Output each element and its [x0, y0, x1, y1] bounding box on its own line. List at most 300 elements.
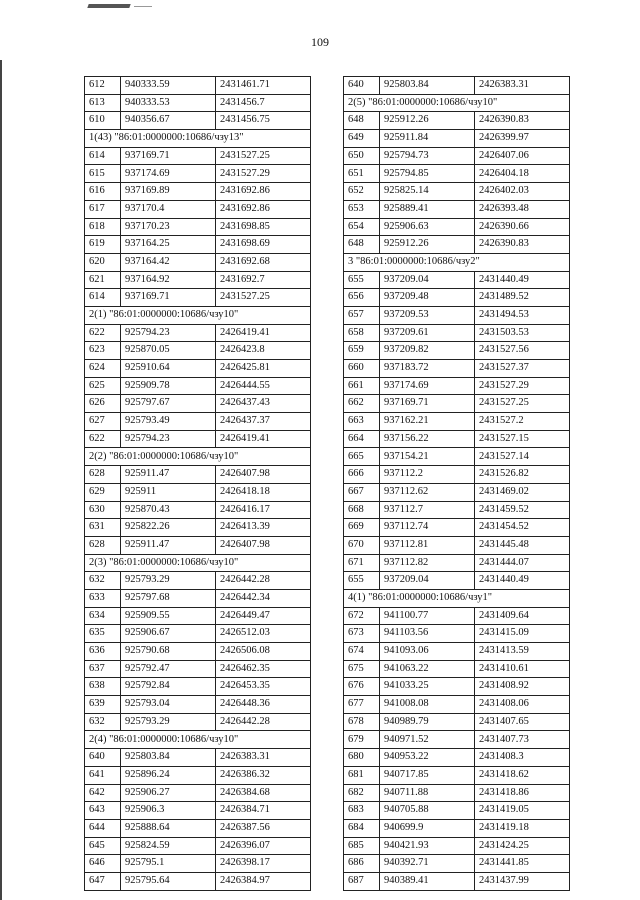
- y-coordinate: 2426383.31: [475, 77, 570, 95]
- section-title: 2(3) "86:01:0000000:10686/чзу10": [85, 554, 311, 572]
- point-number: 676: [344, 678, 380, 696]
- point-number: 664: [344, 430, 380, 448]
- x-coordinate: 925911.47: [121, 466, 216, 484]
- x-coordinate: 925792.84: [121, 678, 216, 696]
- y-coordinate: 2431418.86: [475, 784, 570, 802]
- point-number: 662: [344, 395, 380, 413]
- x-coordinate: 937169.71: [380, 395, 475, 413]
- y-coordinate: 2426386.32: [216, 766, 311, 784]
- y-coordinate: 2431409.64: [475, 607, 570, 625]
- table-row: [85, 94, 311, 112]
- y-coordinate: 2431469.02: [475, 483, 570, 501]
- y-coordinate: 2431527.25: [216, 289, 311, 307]
- y-coordinate: 2431692.86: [216, 183, 311, 201]
- point-number: 648: [344, 112, 380, 130]
- point-number: 626: [85, 395, 121, 413]
- point-number: 652: [344, 183, 380, 201]
- point-number: 612: [85, 77, 121, 95]
- point-number: 679: [344, 731, 380, 749]
- section-header-row: [344, 589, 570, 607]
- point-number: 657: [344, 306, 380, 324]
- y-coordinate: 2426387.56: [216, 819, 311, 837]
- point-number: 651: [344, 165, 380, 183]
- x-coordinate: 940711.88: [380, 784, 475, 802]
- point-number: 646: [85, 855, 121, 873]
- y-coordinate: 2426442.28: [216, 713, 311, 731]
- point-number: 621: [85, 271, 121, 289]
- table-row: [344, 802, 570, 820]
- table-row: [85, 837, 311, 855]
- x-coordinate: 941033.25: [380, 678, 475, 696]
- table-row: [85, 324, 311, 342]
- point-number: 681: [344, 766, 380, 784]
- x-coordinate: 925909.55: [121, 607, 216, 625]
- table-row: [344, 236, 570, 254]
- x-coordinate: 937112.7: [380, 501, 475, 519]
- y-coordinate: 2426393.48: [475, 200, 570, 218]
- point-number: 631: [85, 519, 121, 537]
- table-row: [344, 289, 570, 307]
- table-row: [344, 360, 570, 378]
- x-coordinate: 925909.78: [121, 377, 216, 395]
- table-row: [85, 607, 311, 625]
- point-number: 618: [85, 218, 121, 236]
- x-coordinate: 941100.77: [380, 607, 475, 625]
- table-row: [344, 200, 570, 218]
- table-row: [85, 271, 311, 289]
- y-coordinate: 2431413.59: [475, 643, 570, 661]
- y-coordinate: 2426444.55: [216, 377, 311, 395]
- table-row: [344, 395, 570, 413]
- x-coordinate: 925794.23: [121, 324, 216, 342]
- table-row: [344, 112, 570, 130]
- x-coordinate: 941103.56: [380, 625, 475, 643]
- x-coordinate: 940699.9: [380, 819, 475, 837]
- y-coordinate: 2426416.17: [216, 501, 311, 519]
- y-coordinate: 2426413.39: [216, 519, 311, 537]
- point-number: 613: [85, 94, 121, 112]
- y-coordinate: 2431440.49: [475, 271, 570, 289]
- x-coordinate: 941093.06: [380, 643, 475, 661]
- section-header-row: [344, 94, 570, 112]
- y-coordinate: 2431445.48: [475, 536, 570, 554]
- x-coordinate: 937112.2: [380, 466, 475, 484]
- table-row: [85, 377, 311, 395]
- y-coordinate: 2431408.3: [475, 749, 570, 767]
- y-coordinate: 2426442.28: [216, 572, 311, 590]
- point-number: 627: [85, 413, 121, 431]
- table-row: [85, 713, 311, 731]
- table-row: [344, 536, 570, 554]
- y-coordinate: 2431692.68: [216, 253, 311, 271]
- x-coordinate: 940705.88: [380, 802, 475, 820]
- point-number: 680: [344, 749, 380, 767]
- table-row: [85, 236, 311, 254]
- scan-artifact: [87, 4, 130, 8]
- table-row: [344, 77, 570, 95]
- y-coordinate: 2426423.8: [216, 342, 311, 360]
- y-coordinate: 2431415.09: [475, 625, 570, 643]
- page-number: 109: [311, 35, 329, 49]
- point-number: 616: [85, 183, 121, 201]
- y-coordinate: 2431698.85: [216, 218, 311, 236]
- y-coordinate: 2431407.65: [475, 713, 570, 731]
- x-coordinate: 937164.42: [121, 253, 216, 271]
- x-coordinate: 937112.82: [380, 554, 475, 572]
- point-number: 633: [85, 589, 121, 607]
- x-coordinate: 925824.59: [121, 837, 216, 855]
- table-row: [85, 784, 311, 802]
- table-row: [344, 696, 570, 714]
- section-title: 3 "86:01:0000000:10686/чзу2": [344, 253, 570, 271]
- point-number: 625: [85, 377, 121, 395]
- coordinates-table-right: [343, 76, 570, 891]
- y-coordinate: 2426402.03: [475, 183, 570, 201]
- table-row: [344, 819, 570, 837]
- point-number: 668: [344, 501, 380, 519]
- y-coordinate: 2431692.7: [216, 271, 311, 289]
- y-coordinate: 2431527.2: [475, 413, 570, 431]
- x-coordinate: 925870.43: [121, 501, 216, 519]
- table-row: [85, 289, 311, 307]
- table-row: [85, 112, 311, 130]
- y-coordinate: 2426384.97: [216, 872, 311, 890]
- section-header-row: [85, 554, 311, 572]
- section-header-row: [85, 130, 311, 148]
- point-number: 641: [85, 766, 121, 784]
- table-row: [85, 625, 311, 643]
- point-number: 648: [344, 236, 380, 254]
- point-number: 670: [344, 536, 380, 554]
- y-coordinate: 2426419.41: [216, 430, 311, 448]
- table-row: [85, 466, 311, 484]
- x-coordinate: 937183.72: [380, 360, 475, 378]
- x-coordinate: 925794.73: [380, 147, 475, 165]
- y-coordinate: 2431441.85: [475, 855, 570, 873]
- point-number: 630: [85, 501, 121, 519]
- point-number: 629: [85, 483, 121, 501]
- y-coordinate: 2426418.18: [216, 483, 311, 501]
- y-coordinate: 2431527.29: [216, 165, 311, 183]
- table-row: [85, 501, 311, 519]
- y-coordinate: 2431408.92: [475, 678, 570, 696]
- x-coordinate: 925797.67: [121, 395, 216, 413]
- y-coordinate: 2431494.53: [475, 306, 570, 324]
- point-number: 617: [85, 200, 121, 218]
- x-coordinate: 925912.26: [380, 112, 475, 130]
- x-coordinate: 940971.52: [380, 731, 475, 749]
- table-row: [344, 731, 570, 749]
- point-number: 672: [344, 607, 380, 625]
- x-coordinate: 925795.64: [121, 872, 216, 890]
- x-coordinate: 925803.84: [121, 749, 216, 767]
- y-coordinate: 2426437.43: [216, 395, 311, 413]
- point-number: 647: [85, 872, 121, 890]
- x-coordinate: 937209.61: [380, 324, 475, 342]
- table-row: [344, 448, 570, 466]
- point-number: 614: [85, 289, 121, 307]
- x-coordinate: 940717.85: [380, 766, 475, 784]
- table-row: [85, 360, 311, 378]
- table-row: [85, 536, 311, 554]
- x-coordinate: 925911: [121, 483, 216, 501]
- x-coordinate: 937169.71: [121, 147, 216, 165]
- point-number: 615: [85, 165, 121, 183]
- y-coordinate: 2431503.53: [475, 324, 570, 342]
- point-number: 678: [344, 713, 380, 731]
- table-row: [85, 802, 311, 820]
- x-coordinate: 937174.69: [121, 165, 216, 183]
- x-coordinate: 937154.21: [380, 448, 475, 466]
- y-coordinate: 2426390.83: [475, 112, 570, 130]
- y-coordinate: 2426437.37: [216, 413, 311, 431]
- x-coordinate: 941063.22: [380, 660, 475, 678]
- y-coordinate: 2431456.7: [216, 94, 311, 112]
- point-number: 667: [344, 483, 380, 501]
- table-row: [344, 183, 570, 201]
- point-number: 623: [85, 342, 121, 360]
- point-number: 683: [344, 802, 380, 820]
- x-coordinate: 925793.29: [121, 572, 216, 590]
- point-number: 610: [85, 112, 121, 130]
- table-row: [344, 413, 570, 431]
- y-coordinate: 2431527.37: [475, 360, 570, 378]
- table-row: [344, 660, 570, 678]
- x-coordinate: 937156.22: [380, 430, 475, 448]
- point-number: 654: [344, 218, 380, 236]
- table-row: [85, 200, 311, 218]
- table-row: [344, 519, 570, 537]
- table-row: [85, 253, 311, 271]
- y-coordinate: 2431527.15: [475, 430, 570, 448]
- y-coordinate: 2431408.06: [475, 696, 570, 714]
- table-row: [344, 554, 570, 572]
- point-number: 682: [344, 784, 380, 802]
- y-coordinate: 2431407.73: [475, 731, 570, 749]
- section-title: 2(1) "86:01:0000000:10686/чзу10": [85, 306, 311, 324]
- point-number: 635: [85, 625, 121, 643]
- y-coordinate: 2431526.82: [475, 466, 570, 484]
- y-coordinate: 2426512.03: [216, 625, 311, 643]
- point-number: 671: [344, 554, 380, 572]
- point-number: 656: [344, 289, 380, 307]
- table-row: [85, 696, 311, 714]
- point-number: 637: [85, 660, 121, 678]
- y-coordinate: 2426407.06: [475, 147, 570, 165]
- table-row: [344, 572, 570, 590]
- table-row: [344, 643, 570, 661]
- point-number: 675: [344, 660, 380, 678]
- x-coordinate: 925906.67: [121, 625, 216, 643]
- y-coordinate: 2426448.36: [216, 696, 311, 714]
- table-row: [85, 519, 311, 537]
- y-coordinate: 2426407.98: [216, 536, 311, 554]
- y-coordinate: 2431456.75: [216, 112, 311, 130]
- point-number: 659: [344, 342, 380, 360]
- section-title: 2(2) "86:01:0000000:10686/чзу10": [85, 448, 311, 466]
- section-header-row: [85, 731, 311, 749]
- table-row: [344, 607, 570, 625]
- y-coordinate: 2431454.52: [475, 519, 570, 537]
- y-coordinate: 2426419.41: [216, 324, 311, 342]
- table-row: [344, 377, 570, 395]
- table-row: [344, 855, 570, 873]
- table-row: [344, 271, 570, 289]
- x-coordinate: 937209.48: [380, 289, 475, 307]
- point-number: 640: [85, 749, 121, 767]
- x-coordinate: 925911.84: [380, 130, 475, 148]
- x-coordinate: 925910.64: [121, 360, 216, 378]
- x-coordinate: 940333.59: [121, 77, 216, 95]
- point-number: 639: [85, 696, 121, 714]
- table-row: [85, 218, 311, 236]
- point-number: 638: [85, 678, 121, 696]
- table-row: [344, 501, 570, 519]
- table-row: [85, 430, 311, 448]
- table-row: [344, 766, 570, 784]
- y-coordinate: 2431461.71: [216, 77, 311, 95]
- y-coordinate: 2431419.18: [475, 819, 570, 837]
- x-coordinate: 937112.74: [380, 519, 475, 537]
- x-coordinate: 937170.4: [121, 200, 216, 218]
- y-coordinate: 2426425.81: [216, 360, 311, 378]
- x-coordinate: 925795.1: [121, 855, 216, 873]
- y-coordinate: 2426404.18: [475, 165, 570, 183]
- table-row: [85, 572, 311, 590]
- point-number: 636: [85, 643, 121, 661]
- table-row: [85, 342, 311, 360]
- x-coordinate: 937209.82: [380, 342, 475, 360]
- table-row: [85, 643, 311, 661]
- x-coordinate: 941008.08: [380, 696, 475, 714]
- table-row: [344, 466, 570, 484]
- x-coordinate: 925803.84: [380, 77, 475, 95]
- x-coordinate: 925793.04: [121, 696, 216, 714]
- point-number: 655: [344, 271, 380, 289]
- section-title: 2(5) "86:01:0000000:10686/чзу10": [344, 94, 570, 112]
- point-number: 628: [85, 466, 121, 484]
- point-number: 628: [85, 536, 121, 554]
- y-coordinate: 2431444.07: [475, 554, 570, 572]
- x-coordinate: 925797.68: [121, 589, 216, 607]
- point-number: 660: [344, 360, 380, 378]
- point-number: 687: [344, 872, 380, 890]
- table-row: [85, 483, 311, 501]
- point-number: 632: [85, 713, 121, 731]
- y-coordinate: 2426398.17: [216, 855, 311, 873]
- y-coordinate: 2426390.83: [475, 236, 570, 254]
- section-header-row: [344, 253, 570, 271]
- table-row: [85, 819, 311, 837]
- coordinates-table-left: [84, 76, 311, 891]
- y-coordinate: 2426462.35: [216, 660, 311, 678]
- point-number: 674: [344, 643, 380, 661]
- point-number: 669: [344, 519, 380, 537]
- x-coordinate: 937169.71: [121, 289, 216, 307]
- y-coordinate: 2431440.49: [475, 572, 570, 590]
- x-coordinate: 940333.53: [121, 94, 216, 112]
- table-row: [344, 872, 570, 890]
- table-row: [85, 147, 311, 165]
- x-coordinate: 940389.41: [380, 872, 475, 890]
- table-row: [344, 218, 570, 236]
- table-row: [85, 872, 311, 890]
- x-coordinate: 925896.24: [121, 766, 216, 784]
- table-row: [344, 678, 570, 696]
- x-coordinate: 937162.21: [380, 413, 475, 431]
- y-coordinate: 2431527.14: [475, 448, 570, 466]
- x-coordinate: 925906.27: [121, 784, 216, 802]
- scan-edge-line: [0, 60, 2, 900]
- table-row: [85, 749, 311, 767]
- section-title: 1(43) "86:01:0000000:10686/чзу13": [85, 130, 311, 148]
- section-title: 2(4) "86:01:0000000:10686/чзу10": [85, 731, 311, 749]
- point-number: 653: [344, 200, 380, 218]
- point-number: 644: [85, 819, 121, 837]
- point-number: 685: [344, 837, 380, 855]
- table-row: [344, 625, 570, 643]
- y-coordinate: 2426399.97: [475, 130, 570, 148]
- y-coordinate: 2426442.34: [216, 589, 311, 607]
- y-coordinate: 2426390.66: [475, 218, 570, 236]
- point-number: 673: [344, 625, 380, 643]
- x-coordinate: 937209.04: [380, 572, 475, 590]
- y-coordinate: 2426449.47: [216, 607, 311, 625]
- y-coordinate: 2426383.31: [216, 749, 311, 767]
- y-coordinate: 2426384.71: [216, 802, 311, 820]
- y-coordinate: 2431419.05: [475, 802, 570, 820]
- x-coordinate: 940953.22: [380, 749, 475, 767]
- x-coordinate: 937164.25: [121, 236, 216, 254]
- y-coordinate: 2431459.52: [475, 501, 570, 519]
- point-number: 655: [344, 572, 380, 590]
- point-number: 642: [85, 784, 121, 802]
- point-number: 622: [85, 430, 121, 448]
- table-row: [85, 395, 311, 413]
- table-row: [85, 77, 311, 95]
- point-number: 624: [85, 360, 121, 378]
- point-number: 619: [85, 236, 121, 254]
- y-coordinate: 2426384.68: [216, 784, 311, 802]
- x-coordinate: 940421.93: [380, 837, 475, 855]
- x-coordinate: 925790.68: [121, 643, 216, 661]
- table-row: [344, 483, 570, 501]
- x-coordinate: 925906.63: [380, 218, 475, 236]
- point-number: 684: [344, 819, 380, 837]
- x-coordinate: 937169.89: [121, 183, 216, 201]
- y-coordinate: 2431437.99: [475, 872, 570, 890]
- y-coordinate: 2431527.25: [216, 147, 311, 165]
- table-row: [85, 413, 311, 431]
- point-number: 661: [344, 377, 380, 395]
- x-coordinate: 940356.67: [121, 112, 216, 130]
- x-coordinate: 925794.23: [121, 430, 216, 448]
- x-coordinate: 940392.71: [380, 855, 475, 873]
- point-number: 634: [85, 607, 121, 625]
- table-row: [344, 306, 570, 324]
- point-number: 663: [344, 413, 380, 431]
- point-number: 622: [85, 324, 121, 342]
- section-title: 4(1) "86:01:0000000:10686/чзу1": [344, 589, 570, 607]
- x-coordinate: 925889.41: [380, 200, 475, 218]
- point-number: 640: [344, 77, 380, 95]
- point-number: 649: [344, 130, 380, 148]
- point-number: 665: [344, 448, 380, 466]
- section-header-row: [85, 448, 311, 466]
- y-coordinate: 2431527.56: [475, 342, 570, 360]
- point-number: 677: [344, 696, 380, 714]
- x-coordinate: 925793.29: [121, 713, 216, 731]
